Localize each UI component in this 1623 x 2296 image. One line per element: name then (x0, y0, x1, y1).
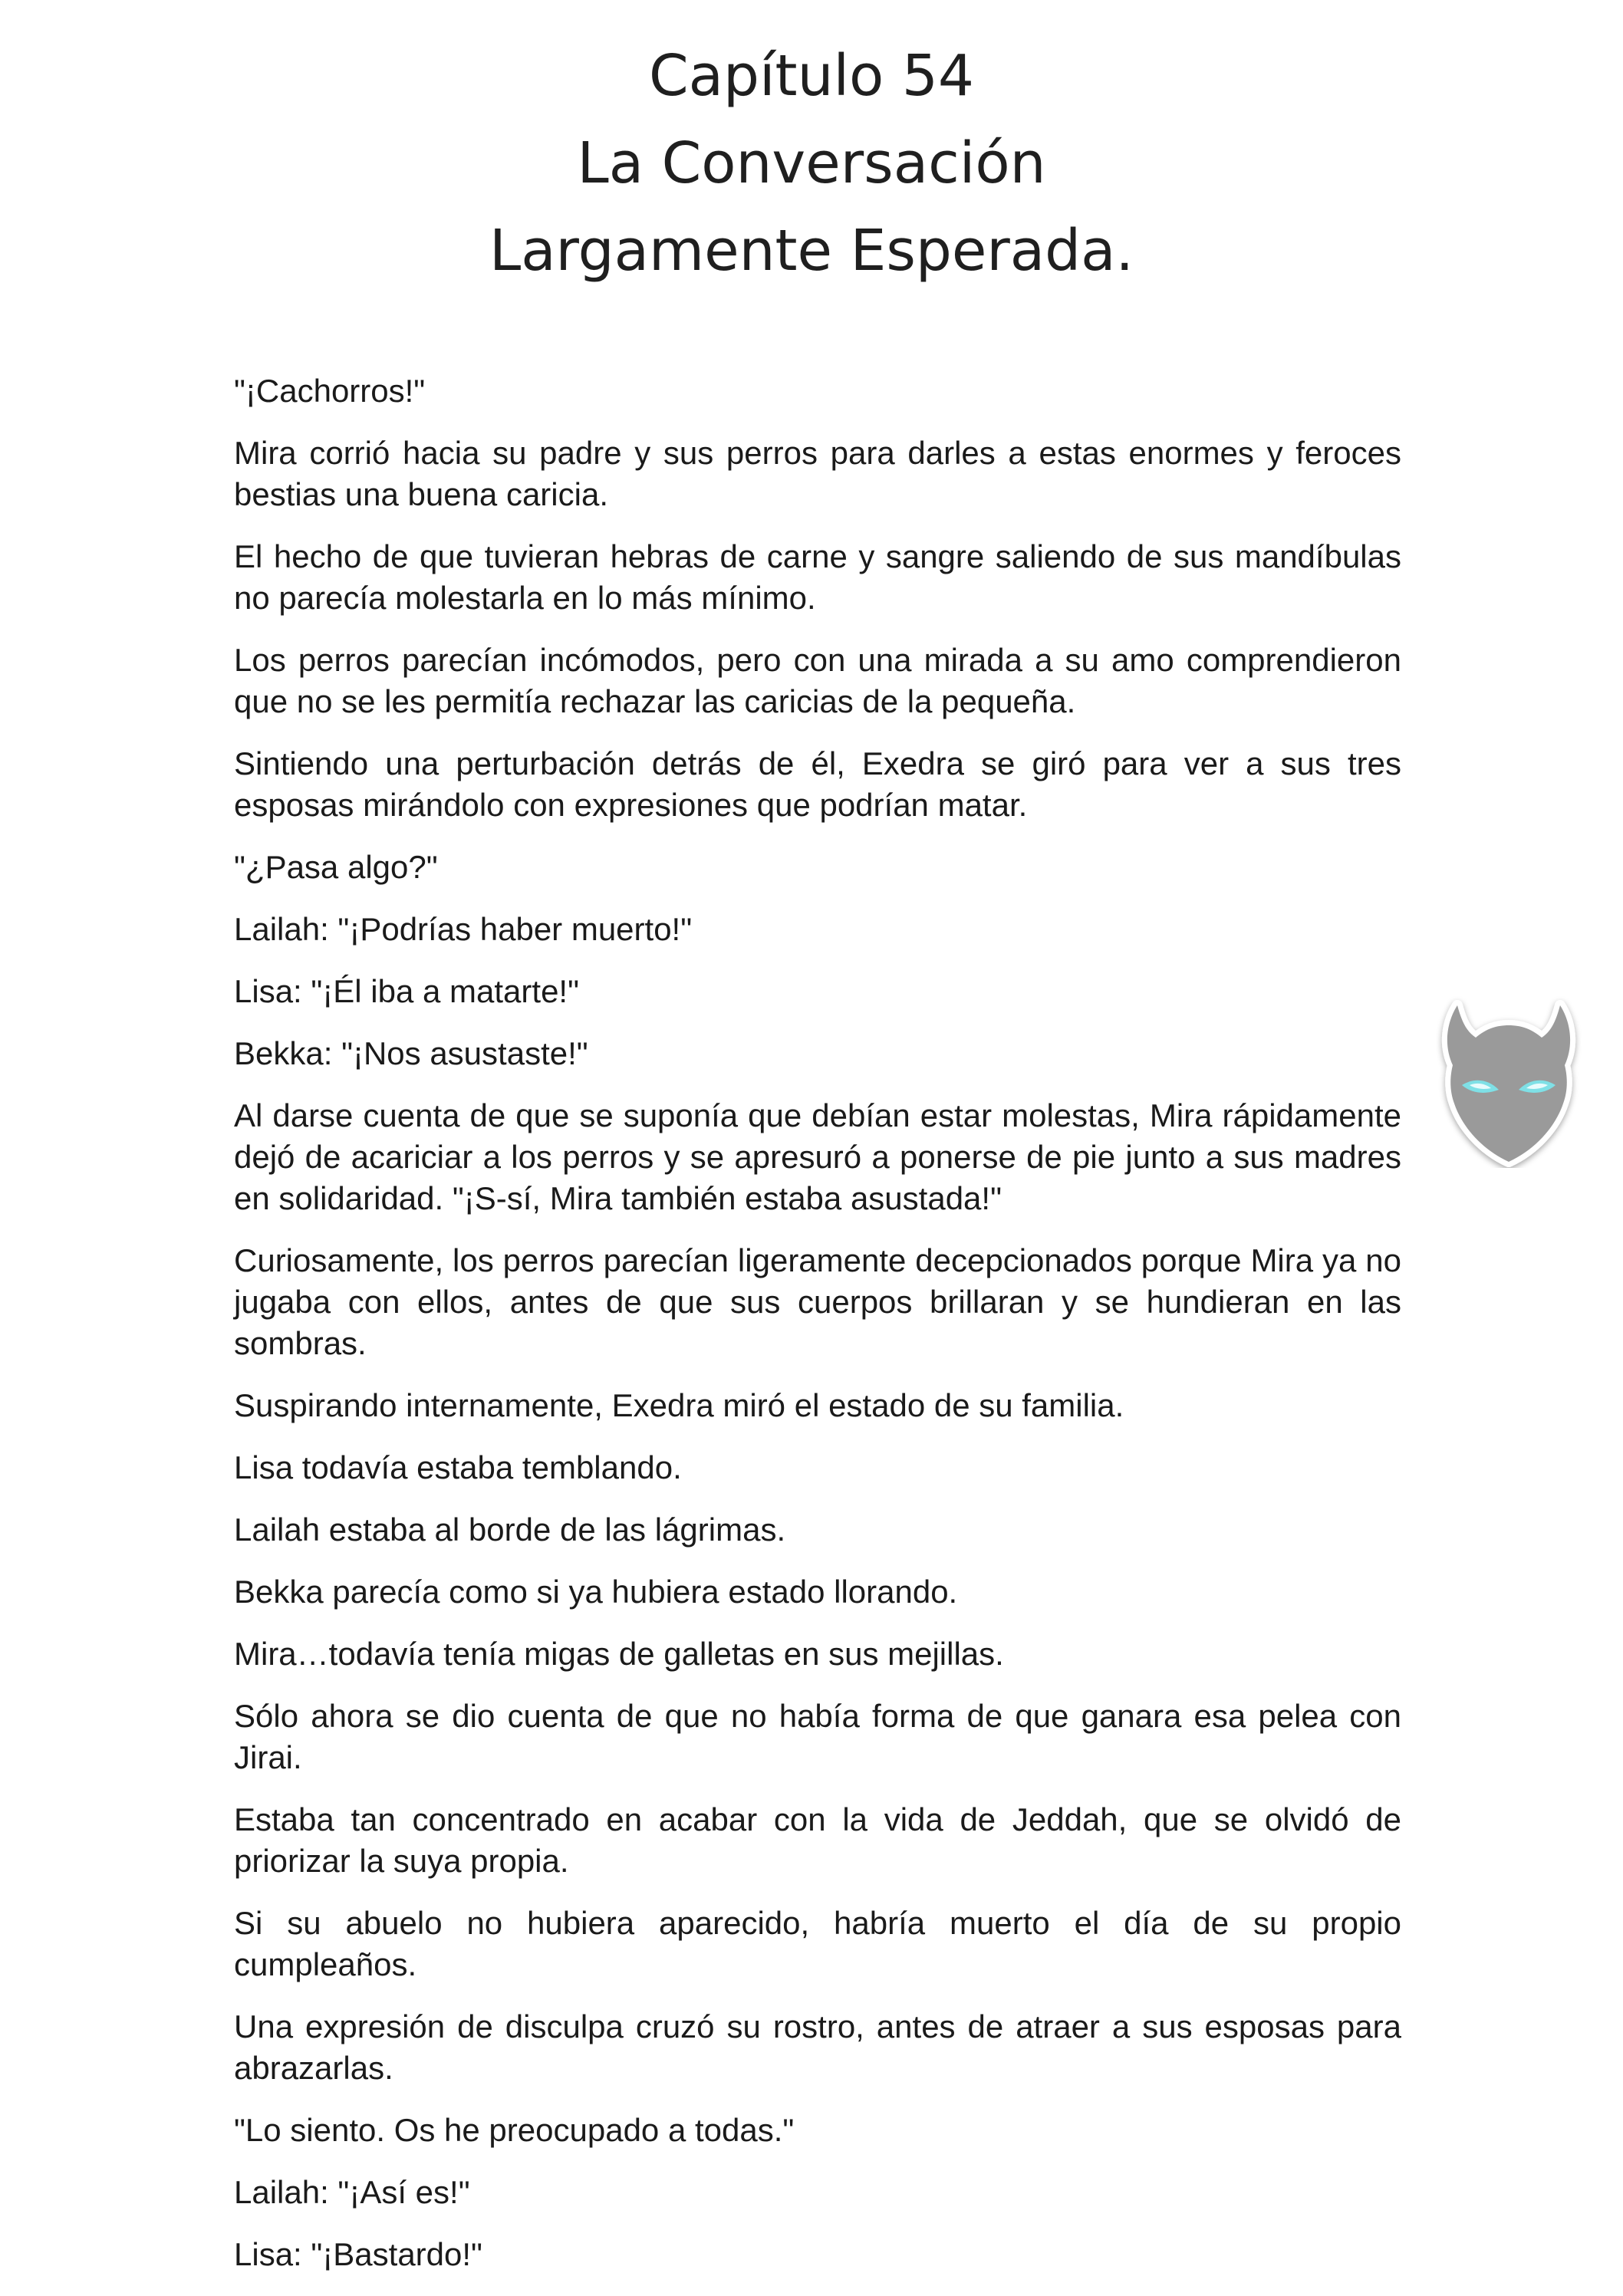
paragraph: Estaba tan concentrado en acabar con la vida de Jeddah, que se olvidó de priorizar la suya propia. (234, 1801, 1401, 1879)
chapter-name-line-2: Largamente Esperada. (489, 218, 1134, 284)
paragraph: Si su abuelo no hubiera aparecido, habría muerto el día de su propio cumpleaños. (234, 1905, 1401, 1982)
paragraph: Los perros parecían incómodos, pero con una mirada a su amo comprendieron que no se les permitía rechazar las caricias de la pequeña. (234, 642, 1401, 719)
paragraph: "¡Cachorros!" (234, 373, 426, 409)
paragraph: Curiosamente, los perros parecían ligeramente decepcionados porque Mira ya no jugaba con ellos, antes de que sus cuerpos brillaran y se hundieran en las sombras. (234, 1242, 1401, 1361)
paragraph: Lisa todavía estaba temblando. (234, 1449, 682, 1485)
paragraph: Al darse cuenta de que se suponía que debían estar molestas, Mira rápidamente dejó de acariciar a los perros y se apresuró a ponerse de pie junto a sus madres en solidaridad. "¡S-sí, Mira también estaba asustada!" (234, 1097, 1401, 1216)
paragraph: Bekka parecía como si ya hubiera estado llorando. (234, 1574, 958, 1610)
paragraph: Mira…todavía tenía migas de galletas en sus mejillas. (234, 1636, 1004, 1672)
paragraph: Suspirando internamente, Exedra miró el estado de su familia. (234, 1387, 1124, 1423)
paragraph: El hecho de que tuvieran hebras de carne y sangre saliendo de sus mandíbulas no parecía molestarla en lo más mínimo. (234, 538, 1401, 616)
chapter-body (234, 370, 1401, 2296)
paragraph: Lailah estaba al borde de las lágrimas. (234, 1511, 786, 1548)
paragraph: Lisa: "¡Él iba a matarte!" (234, 973, 580, 1009)
paragraph: Una expresión de disculpa cruzó su rostro, antes de atraer a sus esposas para abrazarlas. (234, 2008, 1401, 2086)
paragraph: Mira corrió hacia su padre y sus perros para darles a estas enormes y feroces bestias una buena caricia. (234, 435, 1401, 512)
paragraph: "Lo siento. Os he preocupado a todas." (234, 2112, 795, 2148)
paragraph: Bekka: "¡Nos asustaste!" (234, 1035, 588, 1071)
chapter-name-line-1: La Conversación (577, 130, 1046, 196)
paragraph: Lailah: "¡Así es!" (234, 2174, 470, 2210)
chapter-number: Capítulo 54 (649, 43, 974, 109)
paragraph: Sólo ahora se dio cuenta de que no había forma de que ganara esa pelea con Jirai. (234, 1698, 1401, 1775)
demon-head-icon (1436, 992, 1582, 1168)
paragraph: Lisa: "¡Bastardo!" (234, 2236, 482, 2272)
paragraph: Sintiendo una perturbación detrás de él, Exedra se giró para ver a sus tres esposas mirándolo con expresiones que podrían matar. (234, 745, 1401, 823)
paragraph: "¿Pasa algo?" (234, 849, 438, 885)
paragraph: Lailah: "¡Podrías haber muerto!" (234, 911, 693, 947)
chapter-title (0, 32, 1623, 294)
